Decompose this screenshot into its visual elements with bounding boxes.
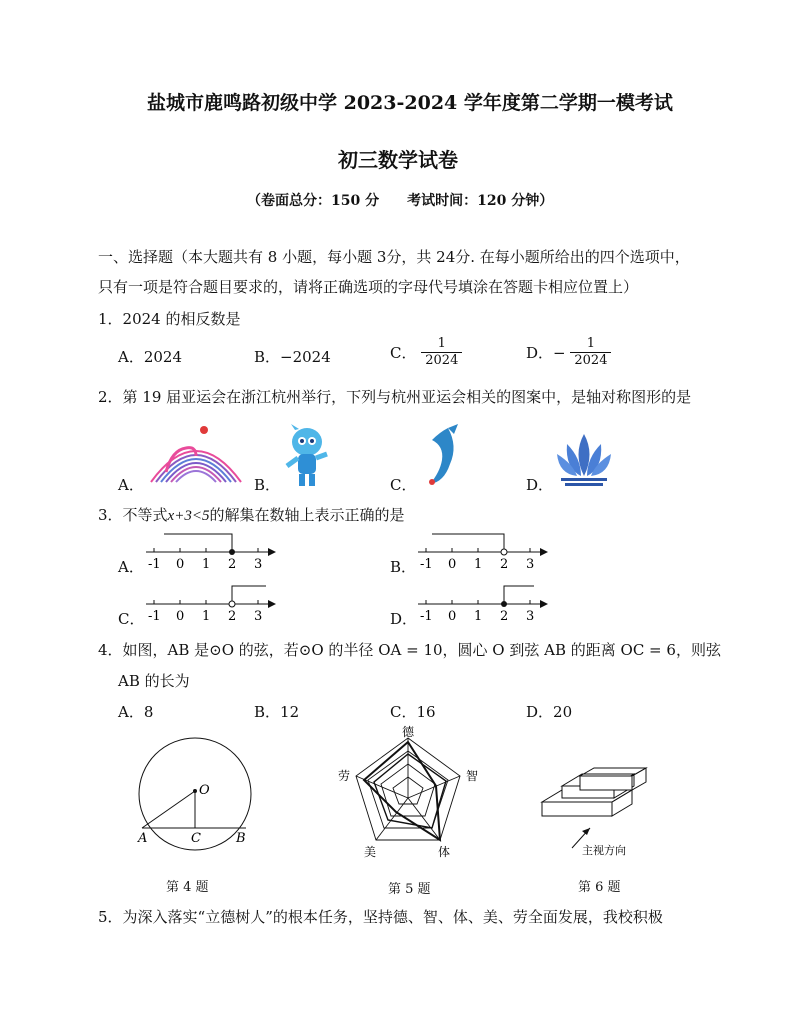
q3c-tick-n1: -1 — [148, 609, 161, 624]
q4-option-b: B．12 — [254, 703, 300, 721]
q3a-tick-3: 3 — [254, 557, 263, 572]
q3c-tick-3: 3 — [254, 609, 263, 624]
q1-option-c-numerator: 1 — [421, 336, 462, 353]
figure-4-circle-chord — [130, 736, 260, 851]
q3a-tick-1: 1 — [202, 557, 211, 572]
q2-image-a-rainbow-emblem — [146, 420, 246, 490]
q3-number-line-d — [412, 580, 552, 624]
q4-option-a: A．8 — [118, 703, 154, 721]
q1-option-c — [390, 336, 462, 369]
q1-option-d-numerator: 1 — [570, 336, 611, 353]
q2-image-d-lotus — [555, 430, 613, 490]
figure-4-caption: 第 4 题 — [166, 880, 209, 895]
fig4-label-o: O — [199, 783, 210, 798]
q3-stem — [98, 504, 404, 525]
q3-stem-post: 的解集在数轴上表示正确的是 — [209, 506, 405, 524]
q3c-tick-2: 2 — [228, 609, 237, 624]
figure-5-caption: 第 5 题 — [388, 882, 431, 897]
q1-option-d-fraction — [570, 336, 611, 369]
q3-stem-pre: 3．不等式 — [98, 506, 168, 524]
q3d-tick-3: 3 — [526, 609, 535, 624]
q1-option-a: A．2024 — [118, 348, 183, 366]
q1-option-c-label: C． — [390, 344, 417, 362]
q3b-tick-1: 1 — [474, 557, 483, 572]
q3b-tick-0: 0 — [448, 557, 457, 572]
q1-stem: 1．2024 的相反数是 — [98, 310, 241, 328]
q1-option-b: B．−2024 — [254, 348, 331, 366]
q4-option-d: D．20 — [526, 703, 573, 721]
q3-inequality: x+3<5 — [167, 508, 210, 524]
figure-5-radar-chart — [334, 724, 484, 866]
fig5-label-lao: 劳 — [338, 769, 351, 783]
q3b-tick-n1: -1 — [420, 557, 433, 572]
q3b-tick-3: 3 — [526, 557, 535, 572]
q1-option-c-fraction — [421, 336, 462, 369]
q3-option-c-label: C． — [118, 610, 145, 628]
q3a-tick-2: 2 — [228, 557, 237, 572]
q2-option-b-label: B． — [254, 476, 281, 494]
q1-option-d — [526, 336, 611, 369]
q4-option-c: C．16 — [390, 703, 436, 721]
section1-instructions-line1: 一、选择题（本大题共有 8 小题，每小题 3分，共 24分. 在每小题所给出的四个选项中， — [98, 248, 690, 266]
q3-option-a-label: A． — [118, 558, 144, 576]
q2-stem: 2．第 19 届亚运会在浙江杭州举行，下列与杭州亚运会相关的图案中，是轴对称图形的是 — [98, 388, 692, 406]
q2-option-a-label: A． — [118, 476, 144, 494]
q3d-tick-n1: -1 — [420, 609, 433, 624]
q3b-tick-2: 2 — [500, 557, 509, 572]
q1-option-d-denominator: 2024 — [574, 353, 608, 368]
fig4-label-b: B — [236, 831, 246, 846]
section1-instructions-line2: 只有一项是符合题目要求的，请将正确选项的字母代号填涂在答题卡相应位置上） — [98, 278, 639, 296]
q4-stem-line1: 4．如图，AB 是⊙O 的弦，若⊙O 的半径 OA = 10，圆心 O 到弦 AB 的距离 OC = 6，则弦 — [98, 641, 721, 659]
q2-option-c-label: C． — [390, 476, 417, 494]
q1-option-d-label: D．− — [526, 344, 566, 362]
fig4-label-a: A — [138, 831, 148, 846]
q4-stem-line2: AB 的长为 — [118, 672, 190, 690]
q3-number-line-c — [140, 580, 280, 624]
fig5-label-zhi: 智 — [466, 769, 479, 783]
q2-option-d-label: D． — [526, 476, 554, 494]
q3d-tick-0: 0 — [448, 609, 457, 624]
exam-subtitle: 初三数学试卷 — [338, 148, 458, 172]
fig5-label-de: 德 — [402, 725, 415, 739]
fig5-label-ti: 体 — [438, 845, 451, 859]
figure-6-stacked-boxes — [534, 764, 664, 864]
q3a-tick-0: 0 — [176, 557, 185, 572]
q3-number-line-a — [140, 528, 280, 572]
fig5-label-mei: 美 — [364, 845, 377, 859]
exam-title: 盐城市鹿鸣路初级中学 2023-2024 学年度第二学期一模考试 — [147, 92, 673, 114]
q5-stem: 5．为深入落实“立德树人”的根本任务，坚持德、智、体、美、劳全面发展，我校积极 — [98, 908, 663, 926]
q3d-tick-2: 2 — [500, 609, 509, 624]
q2-image-b-mascot — [283, 424, 333, 490]
q3c-tick-0: 0 — [176, 609, 185, 624]
q3-option-d-label: D． — [390, 610, 418, 628]
q3a-tick-n1: -1 — [148, 557, 161, 572]
exam-meta: （卷面总分：150 分 考试时间：120 分钟） — [247, 193, 554, 209]
q3d-tick-1: 1 — [474, 609, 483, 624]
fig6-label-view-direction: 主视方向 — [582, 844, 626, 857]
q3c-tick-1: 1 — [202, 609, 211, 624]
fig4-label-c: C — [191, 831, 201, 846]
q2-image-c-dolphin — [418, 422, 468, 490]
q3-number-line-b — [412, 528, 552, 572]
figure-6-caption: 第 6 题 — [578, 880, 621, 895]
q1-option-c-denominator: 2024 — [425, 353, 459, 368]
q3-option-b-label: B． — [390, 558, 417, 576]
